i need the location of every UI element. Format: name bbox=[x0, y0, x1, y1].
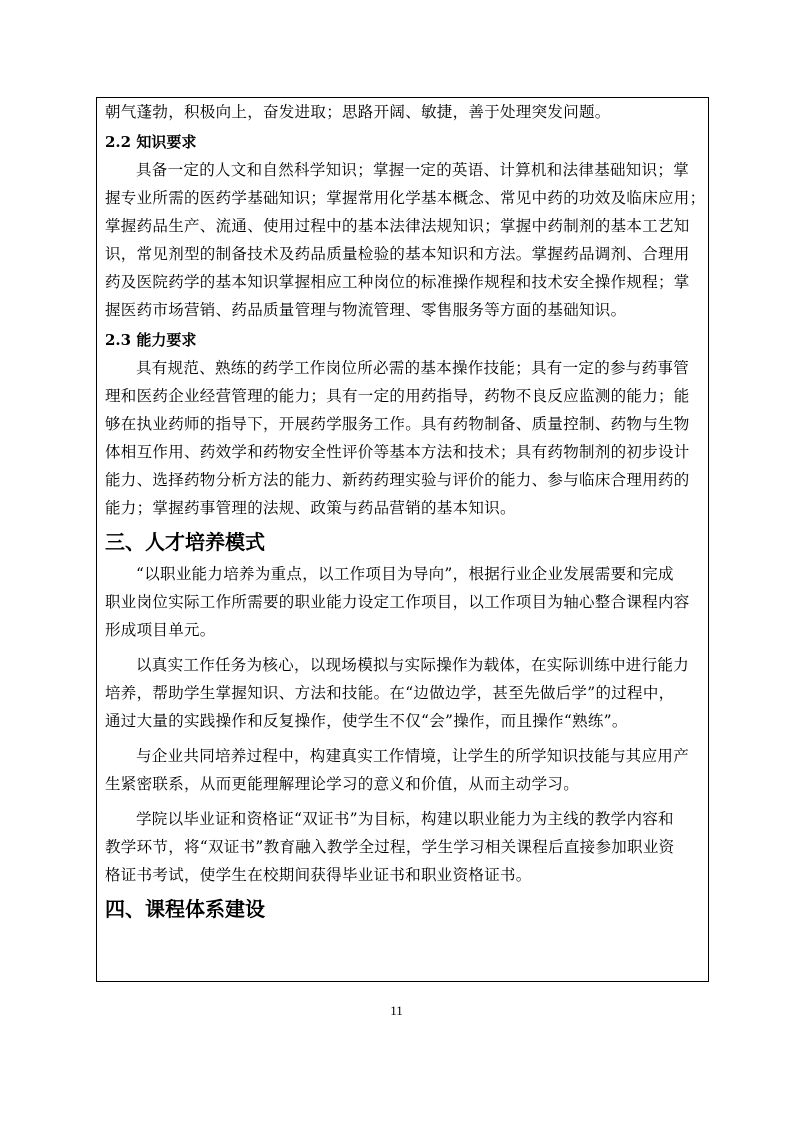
text-line: 握专业所需的医药学基础知识；掌握常用化学基本概念、常见中药的功效及临床应用； bbox=[105, 189, 706, 207]
text-line: 职业岗位实际工作所需要的职业能力设定工作项目，以工作项目为轴心整合课程内容 bbox=[105, 593, 690, 611]
text-line: 能力、选择药物分析方法的能力、新药药理实验与评价的能力、参与临床合理用药的 bbox=[105, 471, 690, 489]
paragraph bbox=[105, 98, 700, 126]
text-line: 体相互作用、药效学和药物安全性评价等基本方法和技术；具有药物制剂的初步设计 bbox=[105, 443, 690, 461]
paragraph-gap bbox=[105, 735, 700, 742]
paragraph-gap bbox=[105, 644, 700, 651]
paragraph-gap bbox=[105, 798, 700, 805]
text-line: 识，常见剂型的制备技术及药品质量检验的基本知识和方法。掌握药品调剂、合理用 bbox=[105, 245, 690, 263]
text-line: 具备一定的人文和自然科学知识；掌握一定的英语、计算机和法律基础知识；掌 bbox=[136, 161, 690, 179]
section-heading: 三、人才培养模式 bbox=[105, 530, 265, 554]
text-line: 药及医院药学的基本知识掌握相应工种岗位的标准操作规程和技术安全操作规程；掌 bbox=[105, 273, 690, 291]
text-line: 生紧密联系，从而更能理解理论学习的意义和价值，从而主动学习。 bbox=[105, 775, 580, 793]
text-line: 具有规范、熟练的药学工作岗位所必需的基本操作技能；具有一定的参与药事管 bbox=[136, 359, 690, 377]
paragraph bbox=[105, 156, 706, 324]
text-line: 教学环节，将“双证书”教育融入教学全过程，学生学习相关课程后直接参加职业资 bbox=[105, 838, 675, 856]
paragraph bbox=[105, 742, 700, 798]
text-line: 通过大量的实践操作和反复操作，使学生不仅“会”操作，而且操作“熟练”。 bbox=[105, 712, 628, 730]
section-heading: 四、课程体系建设 bbox=[105, 897, 265, 921]
subsection-heading: 2.3 能力要求 bbox=[105, 331, 197, 349]
paragraph bbox=[105, 805, 700, 889]
text-line: 能力；掌握药事管理的法规、政策与药品营销的基本知识。 bbox=[105, 499, 516, 517]
text-line: 握医药市场营销、药品质量管理与物流管理、零售服务等方面的基础知识。 bbox=[105, 301, 627, 319]
text-line: 学院以毕业证和资格证“双证书”为目标，构建以职业能力为主线的教学内容和 bbox=[136, 810, 674, 828]
paragraph bbox=[105, 651, 700, 735]
text-line: 够在执业药师的指导下，开展药学服务工作。具有药物制备、质量控制、药物与生物 bbox=[105, 415, 690, 433]
text-line: 与企业共同培养过程中，构建真实工作情境，让学生的所学知识技能与其应用产 bbox=[136, 747, 690, 765]
page-number: 11 bbox=[390, 1003, 403, 1018]
document-frame bbox=[96, 97, 709, 982]
text-line: 以真实工作任务为核心，以现场模拟与实际操作为载体，在实际训练中进行能力 bbox=[136, 656, 690, 674]
subsection-heading: 2.2 知识要求 bbox=[105, 133, 197, 151]
text-line: 培养，帮助学生掌握知识、方法和技能。在“边做边学，甚至先做后学”的过程中， bbox=[105, 684, 675, 702]
text-line: 掌握药品生产、流通、使用过程中的基本法律法规知识；掌握中药制剂的基本工艺知 bbox=[105, 217, 690, 235]
text-line: 形成项目单元。 bbox=[105, 621, 216, 639]
text-line: 理和医药企业经营管理的能力；具有一定的用药指导，药物不良反应监测的能力；能 bbox=[105, 387, 690, 405]
paragraph bbox=[105, 560, 700, 644]
document-body bbox=[105, 98, 706, 927]
paragraph bbox=[105, 354, 700, 522]
text-line: “以职业能力培养为重点，以工作项目为导向”，根据行业企业发展需要和完成 bbox=[136, 565, 674, 583]
text-line: 朝气蓬勃，积极向上，奋发进取；思路开阔、敏捷，善于处理突发问题。 bbox=[105, 103, 611, 121]
text-line: 格证书考试，使学生在校期间获得毕业证书和职业资格证书。 bbox=[105, 866, 532, 884]
